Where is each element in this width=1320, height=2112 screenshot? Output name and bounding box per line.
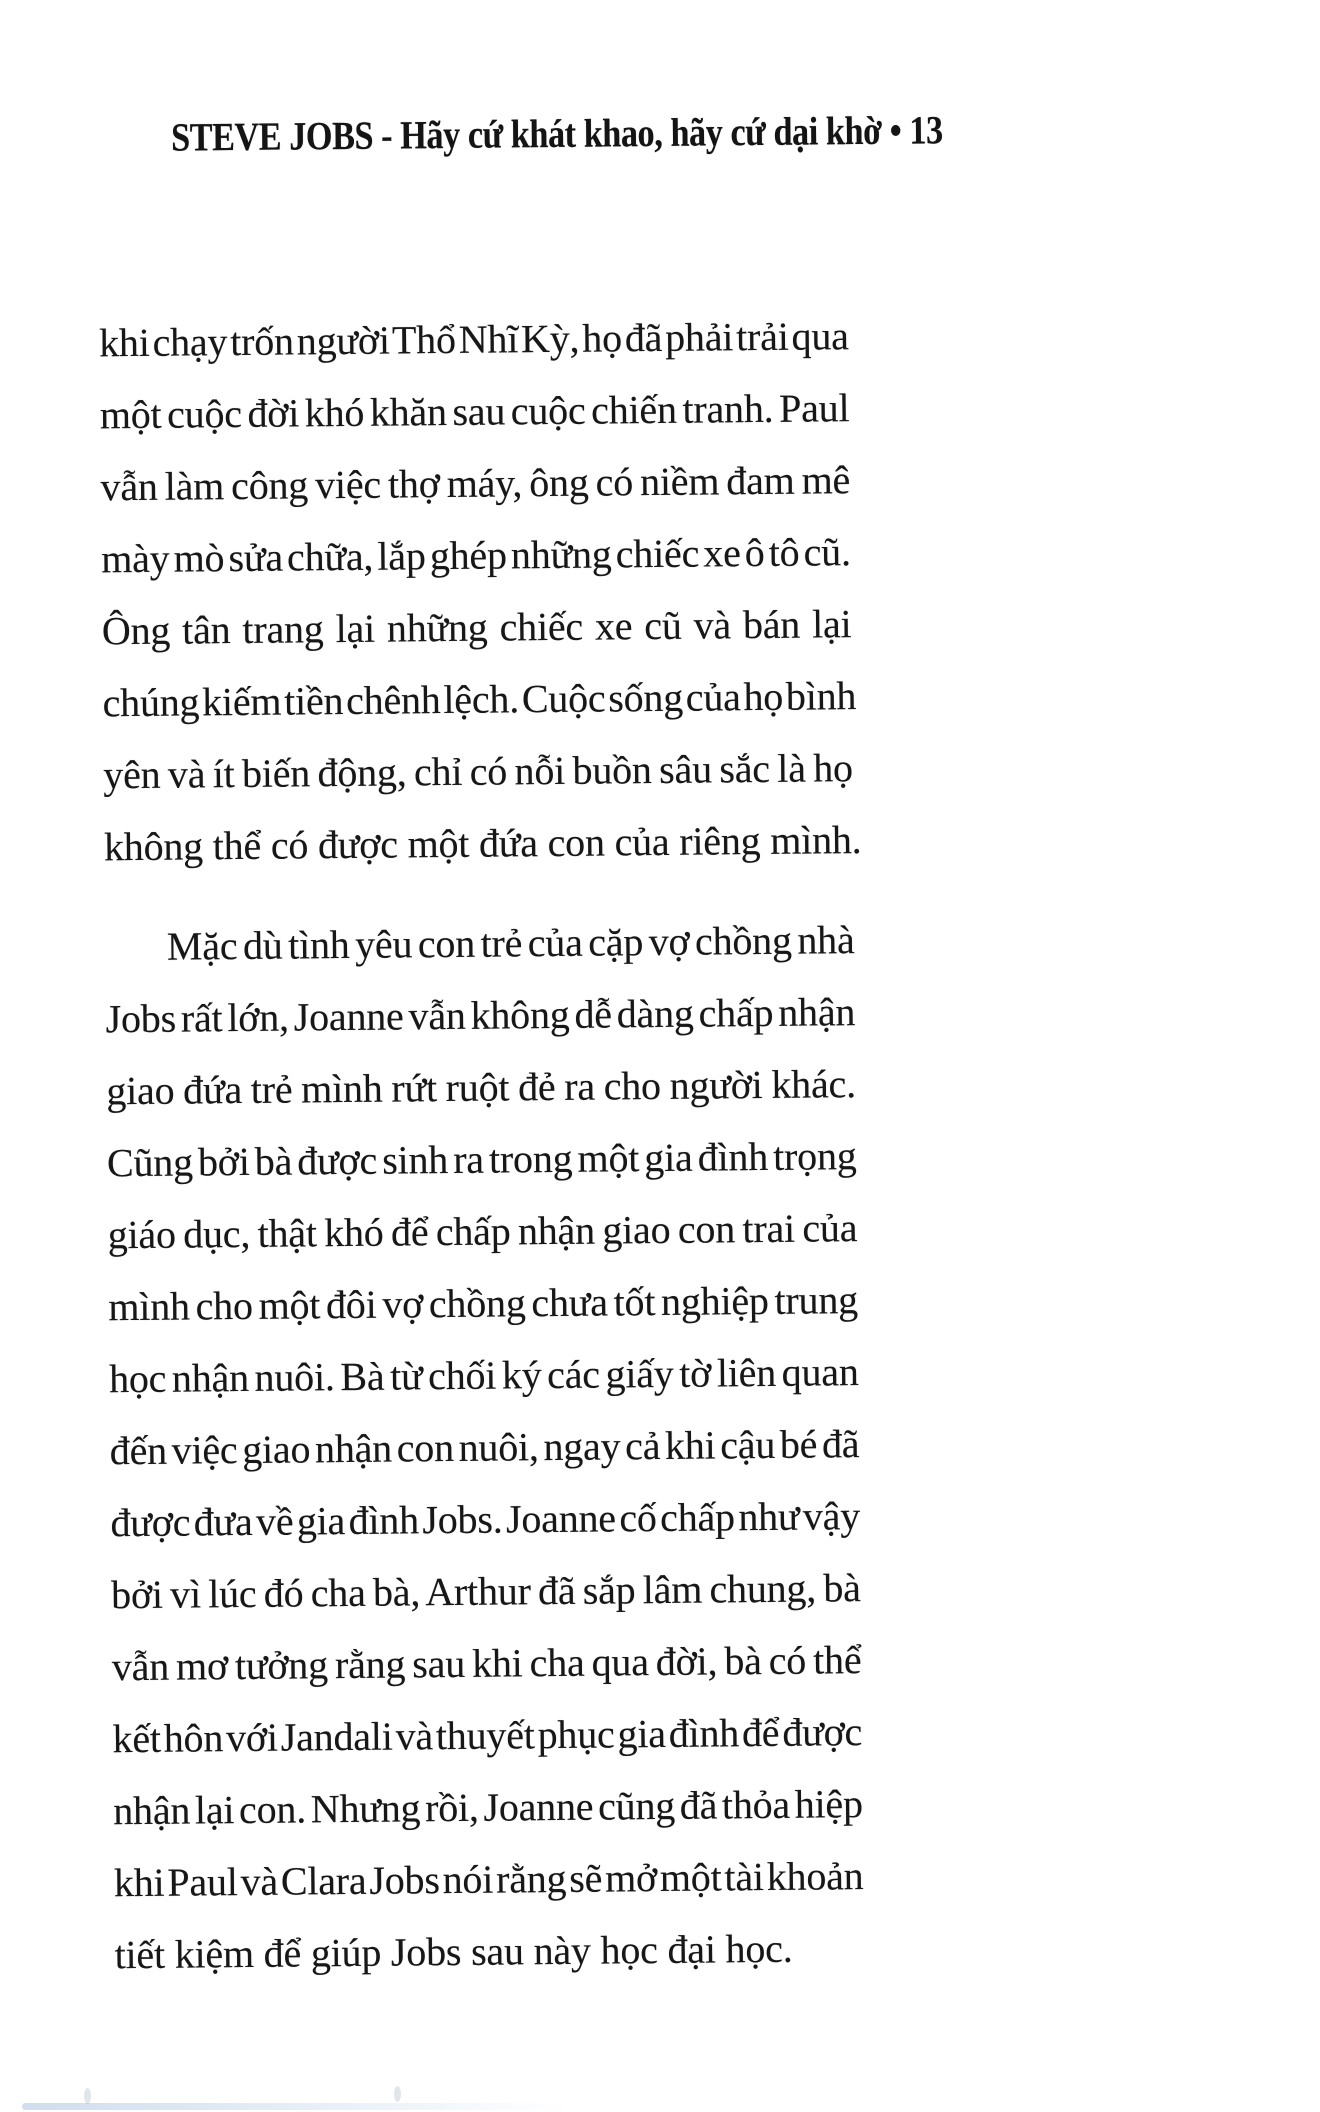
body-text [99, 300, 865, 1991]
text-line: một cuộc đời khó khăn sau cuộc chiến tranh. Paul [99, 385, 850, 438]
text-line: kết hôn với Jandali và thuyết phục gia đình để được [112, 1709, 863, 1762]
text-line: Ông tân trang lại những chiếc xe cũ và bán lại [101, 601, 852, 654]
running-head-text: STEVE JOBS - Hãy cứ khát khao, hãy cứ dại khờ • 13 [170, 107, 943, 160]
text-line: chúng kiếm tiền chênh lệch. Cuộc sống của họ bình [102, 673, 857, 726]
text-line: Mặc dù tình yêu con trẻ của cặp vợ chồng nhà [166, 917, 855, 969]
text-line: Cũng bởi bà được sinh ra trong một gia đình trọng [106, 1133, 857, 1186]
text-line: bởi vì lúc đó cha bà, Arthur đã sắp lâm chung, bà [110, 1565, 861, 1618]
scan-speck [394, 2086, 401, 2102]
text-line: khi chạy trốn người Thổ Nhĩ Kỳ, họ đã phải trải qua [98, 313, 849, 366]
text-line: khi Paul và Clara Jobs nói rằng sẽ mở một tài khoản [113, 1853, 864, 1906]
running-head [171, 101, 944, 166]
text-line: không thể có được một đứa con của riêng mình. [103, 817, 862, 870]
text-line: học nhận nuôi. Bà từ chối ký các giấy tờ liên quan [108, 1349, 859, 1402]
text-line: tiết kiệm để giúp Jobs sau này học đại học. [114, 1925, 793, 1978]
text-line: nhận lại con. Nhưng rồi, Joanne cũng đã thỏa hiệp [113, 1781, 864, 1834]
text-line: được đưa về gia đình Jobs. Joanne cố chấp như vậy [110, 1493, 861, 1546]
paragraph [105, 904, 865, 1991]
scan-speck [84, 2088, 91, 2104]
text-line: mày mò sửa chữa, lắp ghép những chiếc xe ô tô cũ. [100, 529, 851, 582]
text-line: vẫn mơ tưởng rằng sau khi cha qua đời, bà có thể [111, 1637, 862, 1690]
paragraph [98, 300, 862, 883]
text-line: vẫn làm công việc thợ máy, ông có niềm đam mê [100, 457, 851, 510]
text-line: giáo dục, thật khó để chấp nhận giao con trai của [107, 1205, 858, 1258]
text-line: yên và ít biến động, chỉ có nỗi buồn sâu sắc là họ [103, 745, 854, 798]
text-line: Jobs rất lớn, Joanne vẫn không dễ dàng chấp nhận [105, 989, 856, 1042]
text-line: mình cho một đôi vợ chồng chưa tốt nghiệp trung [108, 1277, 859, 1330]
text-line: giao đứa trẻ mình rứt ruột đẻ ra cho người khác. [106, 1061, 857, 1114]
scan-edge-artifact [22, 2103, 567, 2110]
text-line: đến việc giao nhận con nuôi, ngay cả khi cậu bé đã [109, 1421, 860, 1474]
